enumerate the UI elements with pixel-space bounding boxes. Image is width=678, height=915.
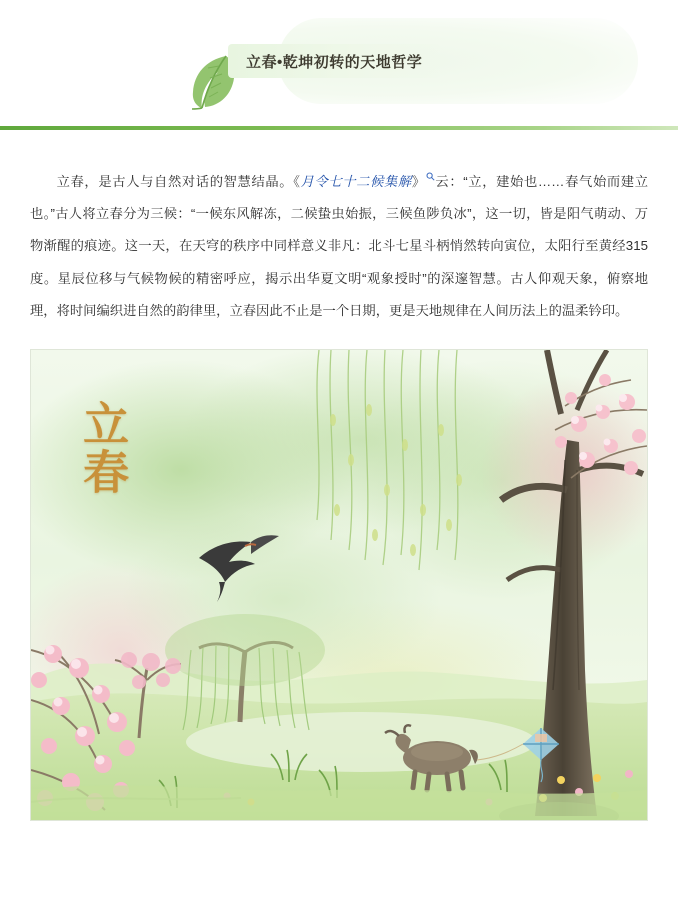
spring-illustration — [30, 349, 648, 821]
document-title-banner — [228, 44, 440, 78]
paragraph-text-lead: 立春，是古人与自然对话的智慧结晶。《 — [56, 174, 301, 189]
document-header — [0, 0, 678, 128]
search-icon — [426, 172, 435, 181]
illustration-hanzi-caption: 立春 — [77, 399, 129, 496]
article-paragraph — [30, 166, 648, 327]
page-title: 立春•乾坤初转的天地哲学 — [246, 53, 423, 71]
book-title-citation: 月令七十二候集解 — [300, 174, 412, 189]
paragraph-bracket-close: 》 — [411, 174, 426, 189]
document-body — [0, 130, 678, 821]
paragraph-text-body: 云：“立，建始也……春气始而建立也。”古人将立春分为三候：“一候东风解冻，二候蛰虫始振，三候鱼陟负冰”，这一切，皆是阳气萌动、万物渐醒的痕迹。这一天，在天穹的秩序中同样意义非凡：北斗七星斗柄悄然转向寅位，太阳行至黄经315度。星辰位移与气候物候的精密呼应，揭示出华夏文明“观象授时”的深邃智慧。古人仰观天象，俯察地理，将时间编织进自然的韵律里，立春因此不止是一个日期，更是天地规律在人间历法上的温柔钤印。 — [30, 174, 648, 318]
